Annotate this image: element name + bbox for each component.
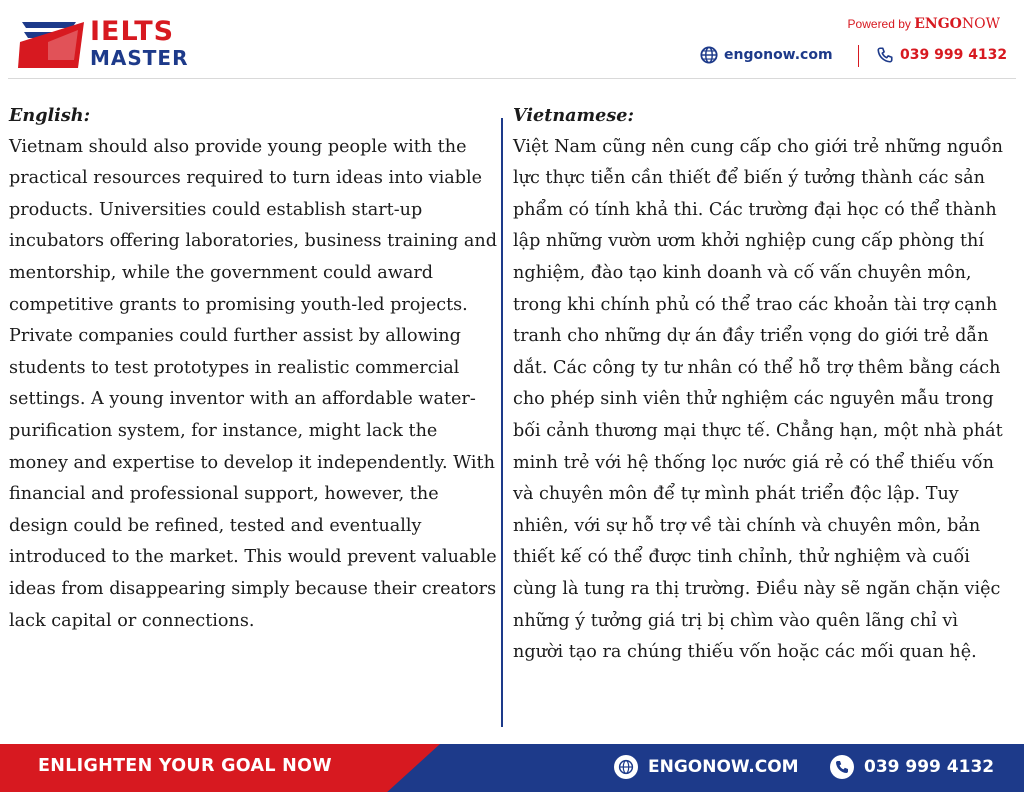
ielts-master-logo: [18, 14, 188, 70]
phone-icon: [830, 755, 854, 779]
header-phone-text: 039 999 4132: [900, 47, 1008, 63]
footer-bar: [0, 744, 1024, 792]
header-contact-divider: [858, 45, 859, 67]
logo-stripes-icon: [18, 16, 84, 68]
footer-phone-link[interactable]: [830, 755, 994, 779]
vietnamese-heading: Vietnamese:: [513, 105, 634, 126]
powered-by-brand: ENGO: [914, 16, 962, 32]
logo-text-master: MASTER: [90, 46, 189, 70]
english-heading: English:: [9, 105, 91, 126]
header-website-link[interactable]: [700, 46, 833, 64]
powered-by-brand-suffix: NOW: [961, 16, 1000, 32]
globe-icon: [700, 46, 718, 64]
phone-icon: [876, 46, 894, 64]
english-paragraph: Vietnam should also provide young people with the practical resources required to turn ideas into viable products. Universities could establish start-up incubators offering laboratories, business training and mentorship, while the government could award competitive grants to promising youth-led projects. Private companies could further assist by allowing students to test prototypes in realistic commercial settings. A young inventor with an affordable water-purification system, for instance, might lack the money and expertise to develop it independently. With financial and professional support, however, the design could be refined, tested and eventually introduced to the market. This would prevent valuable ideas from disappearing simply because their creators lack capital or connections.: [9, 136, 497, 631]
vietnamese-column: [513, 100, 1013, 669]
logo-text-ielts: IELTS: [90, 16, 175, 47]
header-separator: [8, 78, 1016, 79]
powered-by-prefix: Powered by: [847, 17, 915, 31]
footer-phone-text: 039 999 4132: [864, 757, 995, 777]
header-website-text: engonow.com: [724, 47, 833, 63]
powered-by-label: [848, 16, 1000, 32]
globe-icon: [614, 755, 638, 779]
footer-slogan: ENLIGHTEN YOUR GOAL NOW: [38, 756, 332, 776]
english-column: [9, 100, 499, 637]
footer-website-text: ENGONOW.COM: [648, 757, 799, 777]
footer-website-link[interactable]: [614, 755, 799, 779]
column-divider: [501, 118, 503, 727]
vietnamese-paragraph: Việt Nam cũng nên cung cấp cho giới trẻ những nguồn lực thực tiễn cần thiết để biến ý tưởng thành các sản phẩm có tính khả thi. Các trường đại học có thể thành lập những vườn ươm khởi nghiệp cung cấp phòng thí nghiệm, đào tạo kinh doanh và cố vấn chuyên môn, trong khi chính phủ có thể trao các khoản tài trợ cạnh tranh cho những dự án đầy triển vọng do giới trẻ dẫn dắt. Các công ty tư nhân có thể hỗ trợ thêm bằng cách cho phép sinh viên thử nghiệm các nguyên mẫu trong bối cảnh thương mại thực tế. Chẳng hạn, một nhà phát minh trẻ với hệ thống lọc nước giá rẻ có thể thiếu vốn và chuyên môn để tự mình phát triển độc lập. Tuy nhiên, với sự hỗ trợ về tài chính và chuyên môn, bản thiết kế có thể được tinh chỉnh, thử nghiệm và cuối cùng là tung ra thị trường. Điều này sẽ ngăn chặn việc những ý tưởng giá trị bị chìm vào quên lãng chỉ vì người tạo ra chúng thiếu vốn hoặc các mối quan hệ.: [513, 136, 1003, 663]
header-phone-link[interactable]: [876, 46, 1007, 64]
